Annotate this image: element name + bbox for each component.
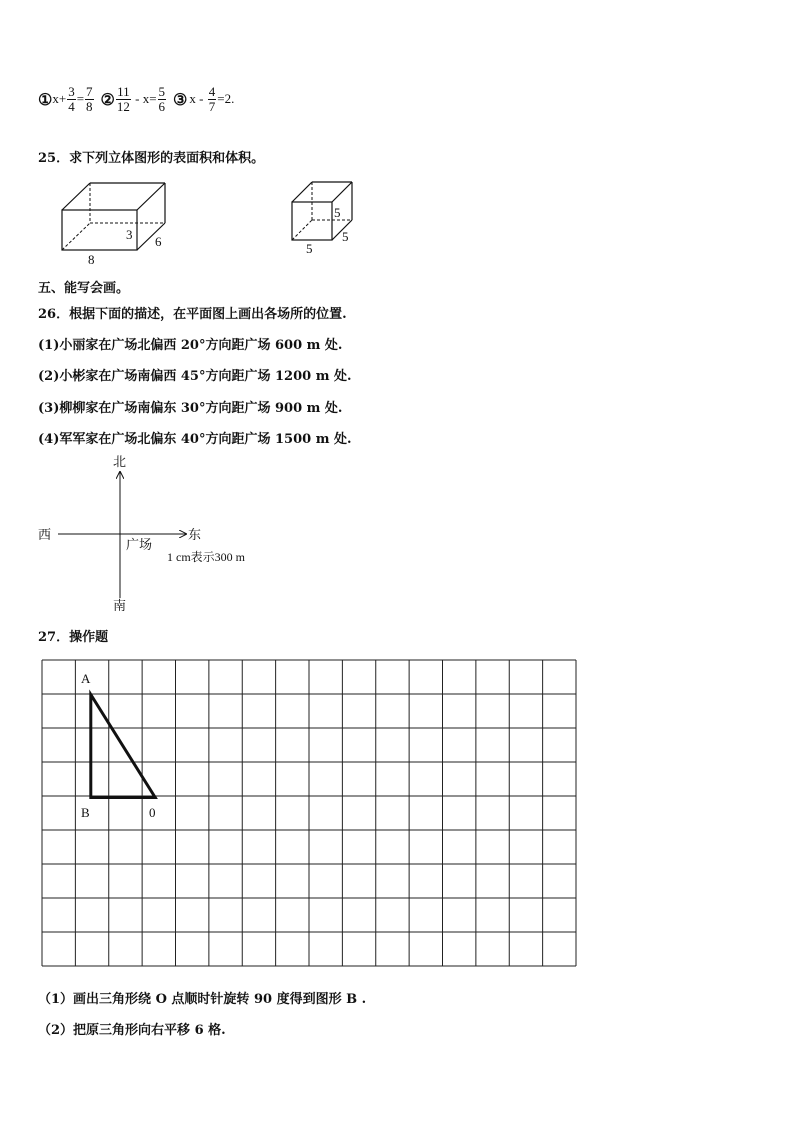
section5-title: 五、能写会画。 [38, 281, 130, 296]
q26-title: 26．根据下面的描述，在平面图上画出各场所的位置. [38, 307, 347, 322]
south-label: 南 [113, 598, 127, 613]
triangle [91, 695, 155, 798]
east-label: 东 [188, 527, 202, 542]
vertex-b-label: B [81, 805, 90, 820]
cuboid-length-label: 8 [88, 252, 95, 267]
cuboid-figure [52, 175, 192, 267]
eq3-marker: ③ [173, 89, 188, 109]
vertex-a-label: A [81, 671, 91, 686]
cube-length-label: 5 [306, 241, 313, 256]
q27-task-1: （1）画出三角形绕 O 点顺时针旋转 90 度得到图形 B . [38, 992, 367, 1007]
eq2-marker: ② [100, 89, 115, 109]
eq3-fraction: $\frac{4}{7}$ [208, 83, 216, 114]
west-label: 西 [38, 527, 52, 542]
q27-task-2: （2）把原三角形向右平移 6 格. [38, 1023, 226, 1038]
cube-figure [282, 176, 362, 258]
eq3-pre: x - [189, 91, 207, 106]
eq3-post: =2. [217, 91, 235, 106]
eq1-marker: ① [38, 89, 53, 109]
center-label: 广场 [126, 537, 153, 552]
grid-lines [42, 660, 576, 966]
compass-diagram [30, 450, 290, 615]
cuboid-height-label: 3 [126, 227, 133, 242]
scale-label: 1 cm表示300 m [167, 550, 245, 564]
grid-figure [40, 658, 580, 970]
cuboid-width-label: 6 [155, 234, 162, 249]
eq2-fraction-2: $\frac{5}{6}$ [158, 83, 166, 114]
eq1-fraction-2: $\frac{7}{8}$ [86, 83, 93, 114]
q26-item-4: (4)军军家在广场北偏东 40°方向距广场 1500 m 处. [38, 432, 352, 447]
eq1-pre: x+ [52, 91, 67, 106]
eq2-fraction-1: $\frac{11}{12}$ [116, 83, 130, 114]
equations-row [38, 82, 234, 116]
eq2-mid: - x= [131, 91, 157, 106]
q26-item-1: (1)小丽家在广场北偏西 20°方向距广场 600 m 处. [38, 338, 343, 353]
cube-width-label: 5 [342, 229, 349, 244]
cube-height-label: 5 [334, 205, 341, 220]
q26-item-2: (2)小彬家在广场南偏西 45°方向距广场 1200 m 处. [38, 369, 352, 384]
q27-title: 27．操作题 [38, 630, 109, 645]
eq1-fraction-1: $\frac{3}{4}$ [68, 83, 75, 114]
q26-item-3: (3)柳柳家在广场南偏东 30°方向距广场 900 m 处. [38, 401, 343, 416]
eq1-equals: = [76, 91, 85, 106]
north-label: 北 [113, 454, 127, 469]
vertex-o-label: 0 [149, 805, 156, 820]
q25-title: 25．求下列立体图形的表面积和体积。 [38, 151, 265, 166]
